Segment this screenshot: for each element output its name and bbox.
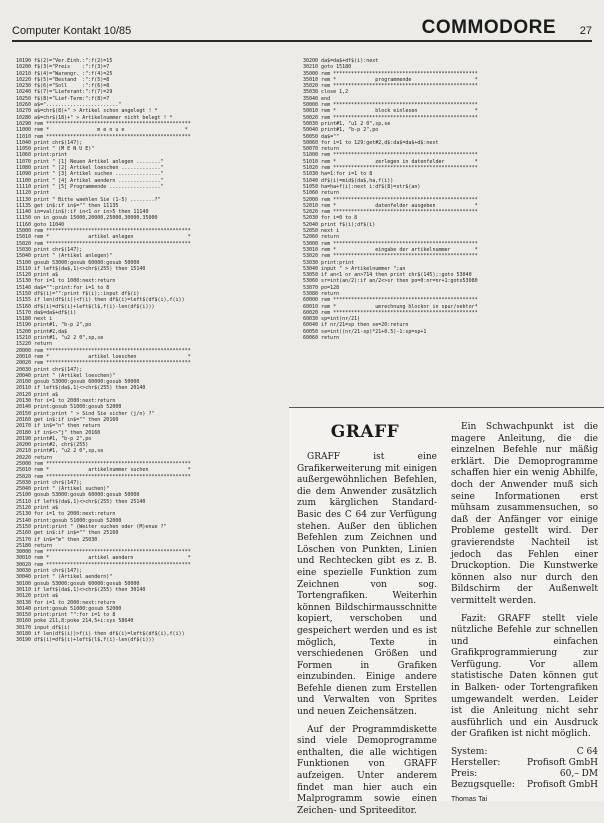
code-line: 20030 print chr$(147); (16, 366, 83, 373)
code-line: 15000 rem ************************************************ (16, 228, 191, 235)
spec-label: Hersteller: (451, 758, 501, 769)
code-line: 20130 for i=1 to 2000:next:return (16, 398, 116, 405)
code-line: 11080 print " [2] Artikel loeschen ............." (16, 165, 164, 172)
code-line: 15030 print chr$(147); (16, 246, 83, 253)
code-line: 52010 rem * datenfelder ausgeben * (303, 202, 478, 209)
code-line: 11150 on in gosub 15000,20000,25000,30000,35000 (16, 215, 158, 222)
code-line: 11135 get in$:if in$="" then 11135 (16, 202, 119, 209)
code-line: 15150 df$(i)="":print f$(i);:input df$(i) (16, 290, 140, 297)
spec-value: Profisoft GmbH (527, 758, 598, 769)
code-line: 51040 df$(i)=mid$(da$,ha,f(i)) (303, 177, 394, 184)
code-line: 10250 f$(8)="Lief-Term:":f(8)=7 (16, 95, 110, 102)
code-line: 52060 return (303, 234, 340, 241)
code-line: 52000 rem ************************************************ (303, 196, 478, 203)
code-line: 25150 print:print " (Weiter suchen oder (M)enue ?" (16, 523, 167, 530)
code-line: 50000 rem ************************************************ (303, 102, 478, 109)
code-line: 20000 rem ************************************************ (16, 347, 191, 354)
code-line: 51020 rem ************************************************ (303, 165, 478, 172)
code-line: 51050 ha=ha+f(i):next i:df$(8)=str$(an) (303, 183, 421, 190)
code-line: 15190 print#1, "b-p 2",po (16, 322, 92, 329)
code-line: 20160 get in$:if in$="" then 20160 (16, 416, 119, 423)
code-line: 35040 end (303, 95, 331, 102)
code-line: 35010 rem * programmende * (303, 76, 478, 83)
article-paragraph: GRAFF ist eine Grafikerweiterung mit einigen außergewöhnlichen Befehlen, die dem Anwender zusätzlich zum kärglichen Standard-Basic des C 64 zur Verfügung stehen. Außer den üblichen Befehlen zum Zeichnen und Löschen von Punkten, Linien und Rechtecken gibt es z. B. eine spezielle Funktion zum Zeichnen von sog. Tortengrafiken. Weiterhin können Bildschirmausschnitte kopiert, verschoben und gespeichert werden und es ist möglich, Texte in verschiedenen Größen und Formen in Grafiken einzubinden. Einige andere Befehle dienen zum Erstellen und Verwalten von Sprites und neuen Zeichensätzen. (297, 452, 437, 718)
spec-row (451, 758, 598, 769)
code-line: 10210 f$(4)="Warengr. :":f(4)=25 (16, 70, 113, 77)
code-line: 25160 get in$:if in$="" then 25160 (16, 530, 119, 537)
code-line: 53010 rem * eingabe der artikelnummer * (303, 246, 478, 253)
code-line: 11090 print " [3] Artikel suchen ..............." (16, 171, 164, 178)
code-line: 15020 rem ************************************************ (16, 240, 191, 247)
code-line: 60060 return (303, 335, 340, 342)
spec-value: 60,– DM (559, 769, 598, 780)
code-line: 10240 f$(7)="Lieferant:":f(7)=29 (16, 89, 113, 96)
code-listing-left (16, 58, 302, 794)
code-line: 15120 print a$ (16, 272, 59, 279)
code-line: 60020 rem ************************************************ (303, 309, 478, 316)
code-line: 30110 if left$(da$,1)<>chr$(255) then 30140 (16, 586, 146, 593)
spec-row (451, 747, 598, 758)
section-brand: COMMODORE (421, 17, 556, 38)
code-line: 15140 da$="":print:for i=1 to 8 (16, 284, 110, 291)
code-line: 10280 a$=chr$(18)+" > Artikelnummer nicht belegt ! * (16, 114, 173, 121)
code-line: 30030 print chr$(147); (16, 568, 83, 575)
code-line: 53060 sr=int(an/2):if an/2<>sr then po=0:nr=nr+1:goto53080 (303, 278, 478, 285)
code-line: 30010 rem * artikel aendern * (16, 555, 191, 562)
code-line: 20220 return (16, 454, 53, 461)
code-line: 30170 input df$(i) (16, 624, 71, 631)
code-line: 15210 print#1, "u2 2 0",sp,se (16, 335, 104, 342)
code-line: 15010 rem * artikel anlegen * (16, 234, 191, 241)
code-line: 30130 for i=1 to 2000:next:return (16, 599, 116, 606)
code-line: 15200 print#2,da$ (16, 328, 68, 335)
spec-row (451, 769, 598, 780)
code-line: 10230 f$(6)="Soll :":f(6)=8 (16, 83, 110, 90)
code-line: 20140 print:gosub 51000:gosub 52000 (16, 404, 122, 411)
code-line: 51060 return (303, 190, 340, 197)
code-line: 50020 rem ************************************************ (303, 114, 478, 121)
code-line: 25170 if in$="m" then 25030 (16, 536, 98, 543)
code-line: 15130 for i=1 to 1000:next:return (16, 278, 116, 285)
code-line: 53000 rem ************************************************ (303, 240, 478, 247)
code-line: 10290 rem ************************************************ (16, 120, 191, 127)
code-line: 15160 df$(i)=df$(i)+left$(l$,f(i)-len(df$(i))) (16, 303, 155, 310)
code-line: 11060 print:print (16, 152, 68, 159)
code-line: 11010 rem ************************************************ (16, 133, 191, 140)
code-listing-right (303, 58, 579, 404)
code-line: 15110 if left$(da$,1)<>chr$(255) then 15140 (16, 265, 146, 272)
code-line: 50040 print#1, "b-p 2",po (303, 127, 379, 134)
code-line: 52030 for i=0 to 8 (303, 215, 358, 222)
code-line: 10260 a$="........................" (16, 102, 122, 109)
spec-label: System: (451, 747, 488, 758)
code-line: 25010 rem * artikelnummer suchen * (16, 467, 191, 474)
code-line: 11100 print " [4] Artikel aendern .............." (16, 177, 164, 184)
spec-value: Profisoft GmbH (527, 780, 598, 791)
code-line: 25180 return (16, 542, 53, 549)
code-line: 11040 print chr$(147); (16, 139, 83, 146)
code-line: 53070 po=128 (303, 284, 340, 291)
code-line: 25140 print:gosub 51000:gosub 52000 (16, 517, 122, 524)
code-line: 25030 print chr$(147); (16, 479, 83, 486)
code-line: 35030 close 1,2 (303, 89, 349, 96)
code-line: 35020 rem ************************************************ (303, 83, 478, 90)
code-line: 60000 rem ************************************************ (303, 297, 478, 304)
code-line: 30100 gosub 53000:gosub 60000:gosub 50000 (16, 580, 140, 587)
code-line: 11120 print (16, 190, 50, 197)
spec-label: Preis: (451, 769, 478, 780)
code-line: 30200 da$=da$+df$(i):next (303, 58, 379, 64)
code-line: 30180 if len(df$(i))>f(i) then df$(i)=left$(df$(i),f(i)) (16, 631, 185, 638)
code-line: 25020 rem ************************************************ (16, 473, 191, 480)
code-line: 11070 print " [1] Neuen Artikel anlegen ........" (16, 158, 164, 165)
code-line: 52050 next i (303, 228, 340, 235)
code-line: 30040 print " (Artikel aendern)" (16, 574, 113, 581)
code-line: 25120 print a$ (16, 505, 59, 512)
code-line: 20150 print:print " > Sind Sie sicher (j/n) ?" (16, 410, 155, 417)
article-author: Thomas Tai (451, 796, 488, 804)
code-line: 10190 f$(2)="Ver.Einh.:":f(2)=15 (16, 58, 113, 64)
code-line: 25000 rem ************************************************ (16, 461, 191, 467)
code-line: 15170 da$=da$+df$(i) (16, 309, 77, 316)
spec-row (451, 780, 598, 791)
code-line: 11110 print " [5] Programmende ................." (16, 183, 164, 190)
code-line: 60050 se=int((nr/21-sp)*21+0.5)-1:sp=sp+1 (303, 328, 427, 335)
code-line: 60030 sp=int(nr/21) (303, 316, 361, 323)
code-line: 30020 rem ************************************************ (16, 561, 191, 568)
code-line: 11000 rem * m e n u e * (16, 127, 188, 134)
code-line: 20020 rem ************************************************ (16, 360, 191, 367)
code-line: 30150 print:print "":for i=1 to 8 (16, 612, 116, 619)
code-line: 20040 print " (Artikel loeschen)" (16, 372, 116, 379)
code-line: 20210 print#1, "u2 2 0",sp,se (16, 448, 104, 455)
code-line: 50070 return (303, 146, 340, 153)
code-line: 20010 rem * artikel loeschen * (16, 353, 191, 360)
code-line: 30160 poke 211,8:poke 214,5+i:sys 58640 (16, 618, 134, 625)
code-line: 10200 f$(3)="Preis :":f(3)=7 (16, 64, 110, 71)
code-line: 50030 print#1, "u1 2 0",sp,se (303, 120, 391, 127)
code-line: 20100 gosub 53000:gosub 60000:gosub 50000 (16, 379, 140, 386)
article-column-left (297, 452, 437, 823)
spec-label: Bezugsquelle: (451, 780, 515, 791)
code-line: 20120 print a$ (16, 391, 59, 398)
code-line: 50060 for i=1 to 129:get#2,d$:da$=da$+d$:next (303, 139, 439, 146)
code-line: 53040 input " > Artikelnummer ";an (303, 265, 406, 272)
spec-value: C 64 (576, 747, 598, 758)
code-line: 51010 rem * zerlegen in datenfelder * (303, 158, 478, 165)
code-line: 60040 if nr/21=sp then se=20:return (303, 322, 409, 329)
page-header (12, 18, 592, 42)
article-paragraph: Ein Schwachpunkt ist die magere Anleitung, die die einzelnen Befehle nur mäßig erklärt. Die Demoprogramme schaffen hier ein wenig Abhilfe, doch der Anwender muß sich seine Informationen erst mühsam zusammensuchen, so daß der Anfänger vor einige Probleme gestellt wird. Der gravierendste Nachteil ist jedoch das Fehlen einer Druckoption. Die Kunstwerke können also nur durch den Bildschirm der Außenwelt vermittelt werden. (451, 422, 598, 606)
article-column-right (451, 422, 598, 806)
code-line: 53080 return (303, 290, 340, 297)
code-line: 30210 goto 15180 (303, 64, 352, 71)
code-line: 53050 if an<1 or an>714 then print chr$(145);:goto 53040 (303, 272, 472, 279)
code-line: 15155 if len(df$(i))<f(i) then df$(i)=left$(df$(i),f(i)) (16, 297, 185, 304)
code-line: 20180 if in$<>"j" then 20160 (16, 429, 101, 436)
code-line: 60010 rem * umrechnung blocknr in spur/sektor* (303, 303, 478, 310)
code-line: 25100 gosub 53000:gosub 60000:gosub 50000 (16, 492, 140, 499)
article-title: GRAFF (330, 422, 400, 442)
code-line: 20110 if left$(da$,1)<>chr$(255) then 20140 (16, 385, 146, 392)
review-article (289, 407, 604, 816)
code-line: 50010 rem * block einlesen * (303, 108, 478, 115)
code-line: 30140 print:gosub 51000:gosub 52000 (16, 605, 122, 612)
code-line: 53030 print:print (303, 259, 355, 266)
code-line: 25040 print " (Artikel suchen)" (16, 486, 110, 493)
code-line: 15100 gosub 53000:gosub 60000:gosub 50000 (16, 259, 140, 266)
code-line: 15040 print " (Artikel anlegen)" (16, 253, 113, 260)
code-line: 20170 if in$="n" then return (16, 423, 101, 430)
code-line: 51030 ha=1:for i=1 to 8 (303, 171, 373, 178)
code-line: 25130 for i=1 to 2000:next:return (16, 511, 116, 518)
code-line: 20190 print#1, "b-p 2",po (16, 435, 92, 442)
code-line: 35000 rem ************************************************ (303, 70, 478, 77)
code-line: 30120 print a$ (16, 593, 59, 600)
article-paragraph: Fazit: GRAFF stellt viele nützliche Befehle zur schnellen und einfachen Grafikprogrammierung zur Verfügung. Vor allem statistische Daten können gut in Balken- oder Tortengrafiken umgewandelt werden. Leider ist die Anleitung nicht sehr ausführlich und ein Ausdruck der Grafiken ist nicht möglich. (451, 613, 598, 740)
code-line: 15180 next i (16, 316, 53, 323)
code-line: 11130 print " Bitte waehlen Sie (1-5) ........?" (16, 196, 161, 203)
code-line: 10220 f$(5)="Bestand :":f(5)=8 (16, 76, 110, 83)
code-line: 52020 rem ************************************************ (303, 209, 478, 216)
code-line: 11140 in=val(in$):if in<1 or in>5 then 11140 (16, 209, 149, 216)
code-line: 53020 rem ************************************************ (303, 253, 478, 260)
code-line: 10270 a$=chr$(8)+" > Artikel schon angelegt ! * (16, 108, 158, 115)
code-line: 50050 da$="" (303, 133, 340, 140)
code-line: 51000 rem ************************************************ (303, 152, 478, 159)
code-line: 30000 rem ************************************************ (16, 549, 191, 556)
code-line: 11160 goto 11040 (16, 221, 65, 228)
code-line: 15220 return (16, 341, 53, 348)
product-specs (451, 747, 598, 791)
code-line: 52040 print f$(i);df$(i) (303, 221, 376, 228)
code-line: 20200 print#2, chr$(255) (16, 442, 89, 449)
code-line: 30190 df$(i)=df$(i)+left$(l$,f(i)-len(df$(i))) (16, 637, 155, 644)
page-number: 27 (579, 25, 592, 37)
code-line: 25110 if left$(da$,1)<>chr$(255) then 25140 (16, 498, 146, 505)
article-paragraph: Auf der Programmdiskette sind viele Demoprogramme enthalten, die alle wichtigen Funktionen von GRAFF aufzeigen. Unter anderem findet man hier auch ein Malprogramm sowie einen Zeichen- und Spriteeditor. (297, 724, 437, 816)
magazine-issue: Computer Kontakt 10/85 (12, 25, 132, 37)
code-line: 11050 print " (M E N U E)" (16, 146, 95, 153)
